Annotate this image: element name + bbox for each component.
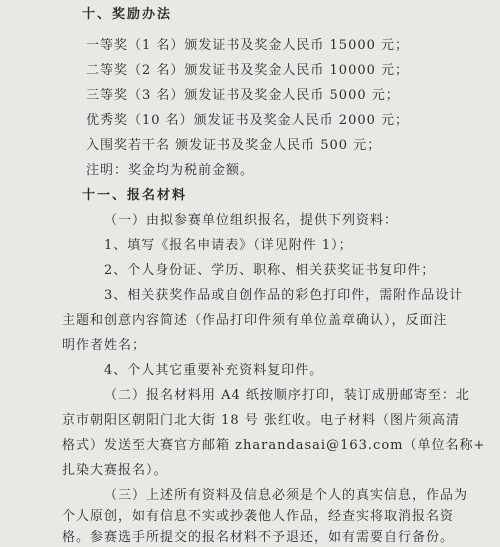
reward-excellence-prize: 优秀奖（10 名）颁发证书及奖金人民币 2000 元； (86, 113, 410, 128)
materials-item-3-line-3: 格。参赛选手所提交的报名材料不予退还，如有需要自行备份。 (62, 530, 455, 545)
materials-item-2-line-4: 扎染大赛报名）。 (62, 463, 168, 478)
materials-sub-1: 1、填写《报名申请表》（详见附件 1）； (104, 238, 353, 253)
materials-sub-3-line-3: 明作者姓名； (62, 338, 147, 353)
reward-note: 注明：奖金均为税前金额。 (86, 163, 255, 178)
reward-second-prize: 二等奖（2 名）颁发证书及奖金人民币 10000 元； (86, 63, 410, 78)
materials-item-2-line-3: 格式）发送至大赛官方邮箱 zharandasai@163.com（单位名称+ (62, 438, 486, 453)
section-heading-rewards: 十、奖励办法 (82, 7, 173, 22)
materials-item-3-line-1: （三）上述所有资料及信息必须是个人的真实信息，作品为 (104, 488, 469, 503)
materials-item-1-title: （一）由拟参赛单位组织报名，提供下列资料： (104, 213, 399, 228)
materials-sub-3-line-2: 主题和创意内容简述（作品打印件须有单位盖章确认），反面注 (62, 313, 448, 328)
materials-item-3-line-2: 个人原创，如有信息不实或抄袭他人作品，经查实将取消报名资 (62, 509, 455, 524)
reward-finalist-prize: 入围奖若干名 颁发证书及奖金人民币 500 元； (86, 138, 382, 153)
materials-sub-2: 2、个人身份证、学历、职称、相关获奖证书复印件； (104, 263, 436, 278)
reward-third-prize: 三等奖（3 名）颁发证书及奖金人民币 5000 元； (86, 88, 400, 103)
materials-item-2-line-1: （二）报名材料用 A4 纸按顺序打印，装订成册邮寄至：北 (104, 388, 470, 403)
materials-sub-3-line-1: 3、相关获奖作品或自创作品的彩色打印件，需附作品设计 (104, 288, 464, 303)
materials-item-2-line-2: 京市朝阳区朝阳门北大街 18 号 张红收。电子材料（图片须高清 (62, 413, 460, 428)
section-heading-materials: 十一、报名材料 (82, 188, 188, 203)
reward-first-prize: 一等奖（1 名）颁发证书及奖金人民币 15000 元； (86, 38, 410, 53)
materials-sub-4: 4、个人其它重要补充资料复印件。 (104, 363, 324, 378)
